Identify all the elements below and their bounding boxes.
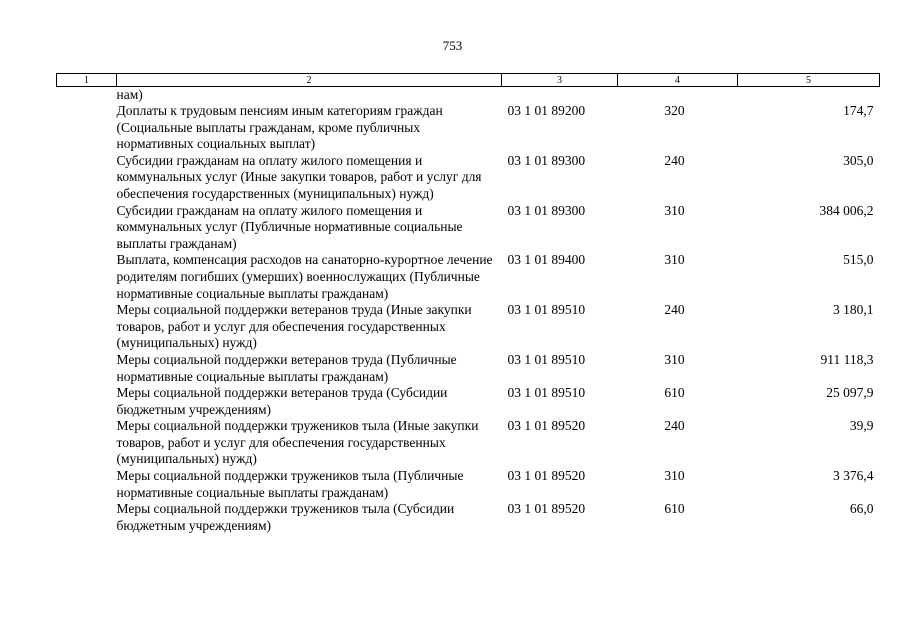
row-type: 240 <box>664 418 685 434</box>
row-type: 310 <box>664 468 685 484</box>
row-name: Доплаты к трудовым пенсиям иным категориям граждан (Социальные выплаты гражданам, кроме публичных нормативных социальных выплат) <box>116 103 443 152</box>
row-code: 03 1 01 89510 <box>507 302 586 318</box>
continuation-text: нам) <box>116 87 143 102</box>
row-type: 320 <box>664 103 685 118</box>
row-amount: 384 006,2 <box>819 202 874 218</box>
table-body <box>57 87 880 535</box>
row-amount: 66,0 <box>849 501 874 517</box>
table-row <box>57 385 880 418</box>
header-row <box>57 74 880 87</box>
row-amount: 25 097,9 <box>826 385 874 401</box>
table-row <box>57 103 880 153</box>
row-type: 310 <box>664 202 685 218</box>
row-number-cell <box>57 501 117 534</box>
header-col-5: 5 <box>738 74 880 87</box>
row-code: 03 1 01 89400 <box>507 252 586 268</box>
row-code: 03 1 01 89520 <box>507 468 586 484</box>
row-type: 310 <box>664 252 685 268</box>
table-row <box>57 468 880 501</box>
row-number-cell <box>57 153 117 203</box>
table-row <box>57 418 880 468</box>
row-number-cell <box>57 203 117 253</box>
header-col-1: 1 <box>57 74 117 87</box>
row-code: 03 1 01 89510 <box>507 351 586 367</box>
table-row <box>57 352 880 385</box>
table-row <box>57 203 880 253</box>
row-code: 03 1 01 89520 <box>507 501 586 517</box>
row-code: 03 1 01 89300 <box>507 202 586 218</box>
row-type: 610 <box>664 385 685 401</box>
row-amount: 305,0 <box>843 152 874 168</box>
page-number: 753 <box>442 38 463 53</box>
header-col-4: 4 <box>618 74 738 87</box>
table-row <box>57 252 880 302</box>
row-name: Меры социальной поддержки ветеранов труда (Субсидии бюджетным учреждениям) <box>116 385 448 417</box>
row-code: 03 1 01 89300 <box>507 152 586 168</box>
row-type: 240 <box>664 152 685 168</box>
row-amount: 3 180,1 <box>833 302 874 318</box>
row-code: 03 1 01 89200 <box>507 103 586 118</box>
row-number-cell <box>57 103 117 153</box>
row-amount: 911 118,3 <box>820 351 874 367</box>
row-type: 310 <box>664 351 685 367</box>
row-name: Меры социальной поддержки тружеников тыла (Публичные нормативные социальные выплаты гражданам) <box>116 468 464 500</box>
row-name: Субсидии гражданам на оплату жилого помещения и коммунальных услуг (Иные закупки товаров, работ и услуг для обеспечения государственных (муниципальных) нужд) <box>116 152 482 201</box>
row-number-cell <box>57 418 117 468</box>
row-type: 610 <box>664 501 685 517</box>
header-col-2: 2 <box>117 74 502 87</box>
continuation-row <box>57 87 880 104</box>
row-name: Меры социальной поддержки ветеранов труда (Публичные нормативные социальные выплаты гражданам) <box>116 351 457 384</box>
budget-table <box>56 73 880 534</box>
row-name: Субсидии гражданам на оплату жилого помещения и коммунальных услуг (Публичные нормативные социальные выплаты гражданам) <box>116 202 463 251</box>
header-col-3: 3 <box>502 74 618 87</box>
row-name: Меры социальной поддержки тружеников тыла (Субсидии бюджетным учреждениям) <box>116 501 455 533</box>
table-header <box>57 74 880 87</box>
row-number-cell <box>57 252 117 302</box>
row-amount: 3 376,4 <box>833 468 874 484</box>
row-code: 03 1 01 89520 <box>507 418 586 434</box>
row-code: 03 1 01 89510 <box>507 385 586 401</box>
table-row <box>57 302 880 352</box>
row-number-cell <box>57 302 117 352</box>
row-amount: 515,0 <box>843 252 874 268</box>
row-name: Меры социальной поддержки ветеранов труда (Иные закупки товаров, работ и услуг для обеспечения государственных (муниципальных) нужд) <box>116 302 472 351</box>
row-amount: 174,7 <box>843 103 874 118</box>
row-name: Выплата, компенсация расходов на санаторно-курортное лечение родителям погибших (умерших) военнослужащих (Публичные нормативные социальные выплаты гражданам) <box>116 252 493 301</box>
row-number-cell <box>57 468 117 501</box>
row-type: 240 <box>664 302 685 318</box>
row-amount: 39,9 <box>849 418 874 434</box>
table-row <box>57 501 880 534</box>
row-number-cell <box>57 352 117 385</box>
row-number-cell <box>57 385 117 418</box>
row-name: Меры социальной поддержки тружеников тыла (Иные закупки товаров, работ и услуг для обеспечения государственных (муниципальных) нужд) <box>116 418 479 467</box>
table-row <box>57 153 880 203</box>
